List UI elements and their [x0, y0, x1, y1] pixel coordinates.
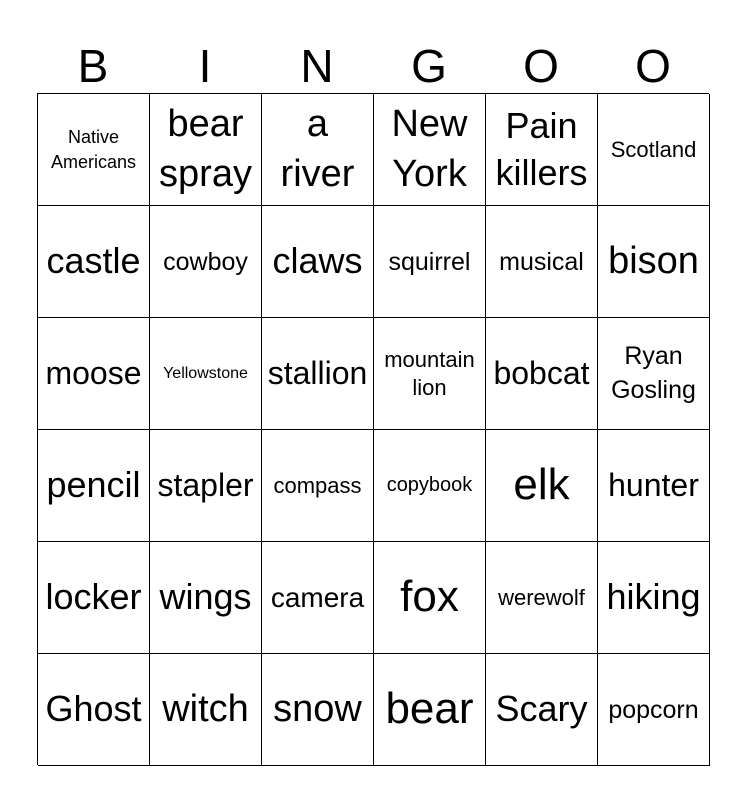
cell-text: moose: [45, 355, 142, 392]
cell-text: werewolf: [498, 584, 585, 610]
bingo-cell-r3-c1[interactable]: [150, 430, 262, 542]
bingo-cell-r3-c3[interactable]: [374, 430, 486, 542]
bingo-header: [37, 38, 709, 94]
cell-text: snow: [273, 687, 362, 730]
bingo-cell-r4-c3[interactable]: [374, 542, 486, 654]
bingo-cell-r2-c3[interactable]: [374, 318, 486, 430]
cell-text: squirrel: [388, 247, 471, 276]
bingo-cell-r3-c4[interactable]: [486, 430, 598, 542]
cell-text: pencil: [46, 464, 141, 506]
bingo-cell-r0-c4[interactable]: [486, 94, 598, 206]
bingo-cell-r3-c5[interactable]: [598, 430, 710, 542]
header-letter-o: O: [523, 40, 559, 92]
bingo-cell-r5-c0[interactable]: [38, 654, 150, 766]
bingo-cell-r0-c1[interactable]: [150, 94, 262, 206]
cell-text: New York: [391, 103, 468, 195]
bingo-cell-r4-c2[interactable]: [262, 542, 374, 654]
bingo-cell-r5-c4[interactable]: [486, 654, 598, 766]
cell-text: stallion: [267, 355, 368, 392]
bingo-cell-r3-c0[interactable]: [38, 430, 150, 542]
cell-text: cowboy: [163, 247, 248, 276]
bingo-cell-r4-c0[interactable]: [38, 542, 150, 654]
bingo-cell-r2-c0[interactable]: [38, 318, 150, 430]
header-letter-b: B: [77, 40, 109, 92]
cell-text: copybook: [386, 474, 473, 496]
cell-text: bear: [385, 684, 474, 734]
cell-text: wings: [159, 576, 252, 618]
bingo-cell-r4-c1[interactable]: [150, 542, 262, 654]
bingo-cell-r0-c3[interactable]: [374, 94, 486, 206]
bingo-cell-r0-c2[interactable]: [262, 94, 374, 206]
cell-text: claws: [272, 240, 363, 282]
cell-text: hiking: [606, 576, 701, 618]
cell-text: hunter: [608, 467, 699, 504]
bingo-cell-r2-c2[interactable]: [262, 318, 374, 430]
bingo-cell-r1-c0[interactable]: [38, 206, 150, 318]
cell-text: a river: [280, 103, 355, 195]
header-letter-o-2: O: [635, 40, 671, 92]
cell-text: musical: [499, 247, 584, 276]
bingo-cell-r4-c5[interactable]: [598, 542, 710, 654]
cell-text: castle: [46, 240, 141, 282]
cell-text: bison: [608, 239, 699, 282]
bingo-cell-r0-c5[interactable]: [598, 94, 710, 206]
cell-text: fox: [400, 572, 459, 622]
header-letter-g: G: [411, 40, 447, 92]
cell-text: mountain lion: [384, 347, 475, 400]
bingo-cell-r1-c2[interactable]: [262, 206, 374, 318]
cell-text: stapler: [157, 467, 254, 504]
cell-text: Scotland: [610, 136, 697, 162]
bingo-cell-r0-c0[interactable]: [38, 94, 150, 206]
cell-text: compass: [273, 472, 362, 498]
cell-text: Ryan Gosling: [611, 341, 696, 404]
cell-text: locker: [45, 576, 142, 618]
bingo-cell-r1-c1[interactable]: [150, 206, 262, 318]
header-letter-i: I: [198, 40, 212, 92]
cell-text: Scary: [495, 688, 588, 730]
bingo-cell-r2-c5[interactable]: [598, 318, 710, 430]
cell-text: Ghost: [45, 688, 142, 730]
cell-text: bear spray: [159, 103, 252, 195]
bingo-cell-r2-c4[interactable]: [486, 318, 598, 430]
bingo-cell-r5-c1[interactable]: [150, 654, 262, 766]
cell-text: elk: [513, 460, 570, 510]
bingo-cell-r1-c3[interactable]: [374, 206, 486, 318]
cell-text: popcorn: [608, 695, 699, 724]
bingo-board: [37, 93, 709, 765]
cell-text: Yellowstone: [163, 364, 248, 382]
cell-text: Native Americans: [50, 127, 137, 172]
bingo-cell-r2-c1[interactable]: [150, 318, 262, 430]
bingo-cell-r5-c5[interactable]: [598, 654, 710, 766]
cell-text: Pain killers: [495, 105, 588, 193]
cell-text: witch: [162, 687, 249, 730]
bingo-cell-r4-c4[interactable]: [486, 542, 598, 654]
cell-text: bobcat: [493, 355, 590, 392]
bingo-cell-r5-c3[interactable]: [374, 654, 486, 766]
cell-text: camera: [270, 581, 365, 613]
bingo-cell-r3-c2[interactable]: [262, 430, 374, 542]
bingo-cell-r1-c4[interactable]: [486, 206, 598, 318]
header-letter-n: N: [300, 40, 334, 92]
bingo-cell-r1-c5[interactable]: [598, 206, 710, 318]
bingo-cell-r5-c2[interactable]: [262, 654, 374, 766]
